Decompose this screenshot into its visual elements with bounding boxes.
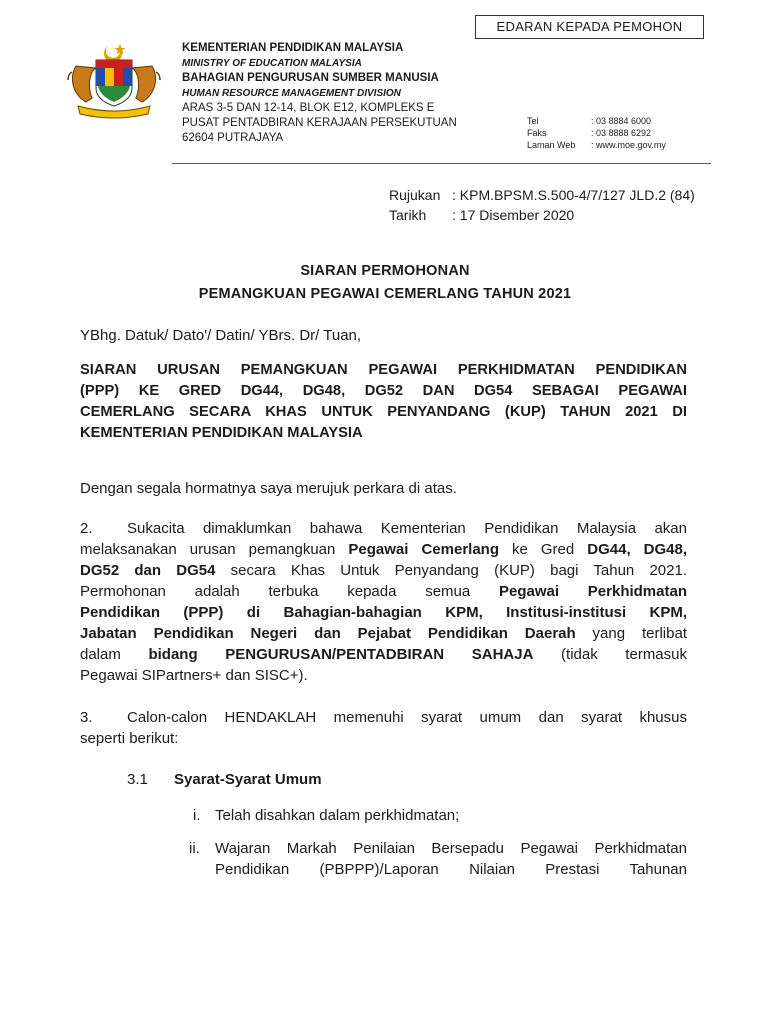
opening-sentence: Dengan segala hormatnya saya merujuk perkara di atas. <box>80 480 457 497</box>
rujukan-label: Rujukan <box>389 187 441 203</box>
document-title-line-2: PEMANGKUAN PEGAWAI CEMERLANG TAHUN 2021 <box>198 286 572 302</box>
para2-line-4 <box>80 581 687 602</box>
circular-label-box: EDARAN KEPADA PEMOHON <box>475 15 704 39</box>
date-row <box>389 205 695 225</box>
para2-bold: Pegawai Perkhidmatan <box>499 583 687 600</box>
para2-text: yang terlibat <box>575 625 687 642</box>
para2-bold: DG44, DG48, <box>587 541 687 558</box>
para2-line-3 <box>80 560 687 581</box>
para2-line-1: Sukacita dimaklumkan bahawa Kementerian Pendidikan Malaysia akan <box>127 520 687 537</box>
rujukan-value: : KPM.BPSM.S.500-4/7/127 JLD.2 (84) <box>452 187 695 203</box>
web-value: : www.moe.gov.my <box>591 140 666 150</box>
item-ii-line-2: Pendidikan (PBPPP)/Laporan Nilaian Prestasi Tahunan <box>215 861 687 878</box>
section-3-1-heading: Syarat-Syarat Umum <box>174 771 322 788</box>
para3-line-1: Calon-calon HENDAKLAH memenuhi syarat umum dan syarat khusus <box>127 709 687 726</box>
coat-of-arms-emblem <box>64 42 164 120</box>
tel-label: Tel <box>527 116 539 126</box>
paragraph-2 <box>80 518 687 686</box>
contact-tel-row <box>527 115 666 127</box>
document-title-line-1: SIARAN PERMOHONAN <box>300 263 470 279</box>
contact-fax-row <box>527 127 666 139</box>
fax-value: : 03 8888 6292 <box>591 128 652 138</box>
web-label: Laman Web <box>527 140 576 150</box>
subject-line-2: (PPP) KE GRED DG44, DG48, DG52 DAN DG54 SEBAGAI PEGAWAI <box>80 383 687 399</box>
reference-row <box>389 185 695 205</box>
item-ii-line-1: Wajaran Markah Penilaian Bersepadu Pegawai Perkhidmatan <box>215 840 687 857</box>
para2-bold: Pendidikan (PPP) di Bahagian-bahagian KPM, Institusi-institusi KPM, <box>80 604 687 621</box>
contact-block <box>527 115 666 151</box>
para2-number: 2. <box>80 520 93 537</box>
division-name-english: HUMAN RESOURCE MANAGEMENT DIVISION <box>182 88 401 99</box>
para2-text: Permohonan adalah terbuka kepada semua <box>80 583 499 600</box>
para2-bold: Pegawai Cemerlang <box>348 541 499 558</box>
salutation: YBhg. Datuk/ Dato'/ Datin/ YBrs. Dr/ Tuan, <box>80 327 362 344</box>
subject-heading <box>80 360 687 444</box>
address-line-1: ARAS 3-5 DAN 12-14, BLOK E12, KOMPLEKS E <box>182 102 435 114</box>
para2-line-6 <box>80 623 687 644</box>
para2-line-5 <box>80 602 687 623</box>
ministry-name-malay: KEMENTERIAN PENDIDIKAN MALAYSIA <box>182 42 404 54</box>
para2-bold: DG52 dan DG54 <box>80 562 216 579</box>
item-i-text: Telah disahkan dalam perkhidmatan; <box>215 807 460 824</box>
section-3-1-number: 3.1 <box>127 771 148 788</box>
subject-line-3: CEMERLANG SECARA KHAS UNTUK PENYANDANG (KUP) TAHUN 2021 DI <box>80 404 687 420</box>
para3-number: 3. <box>80 709 93 726</box>
para2-text: melaksanakan urusan pemangkuan <box>80 541 349 558</box>
paragraph-3 <box>80 707 687 749</box>
item-i-number: i. <box>193 807 201 824</box>
division-name-malay: BAHAGIAN PENGURUSAN SUMBER MANUSIA <box>182 72 439 84</box>
para2-text: secara Khas Untuk Penyandang (KUP) bagi Tahun 2021. <box>215 562 687 579</box>
para2-line-2 <box>80 539 687 560</box>
organisation-block <box>182 41 457 146</box>
para2-text: dalam <box>80 646 149 663</box>
para2-line-7 <box>80 644 687 665</box>
para2-text: (tidak termasuk <box>533 646 687 663</box>
para2-text: ke Gred <box>499 541 588 558</box>
address-line-2: PUSAT PENTADBIRAN KERAJAAN PERSEKUTUAN <box>182 117 457 129</box>
ministry-name-english: MINISTRY OF EDUCATION MALAYSIA <box>182 58 362 69</box>
contact-web-row <box>527 139 666 151</box>
fax-label: Faks <box>527 128 547 138</box>
reference-block <box>389 185 695 225</box>
item-ii-number: ii. <box>189 840 200 857</box>
tarikh-value: : 17 Disember 2020 <box>452 207 575 223</box>
para2-line-8: Pegawai SIPartners+ dan SISC+). <box>80 667 308 684</box>
tarikh-label: Tarikh <box>389 207 427 223</box>
para2-bold: bidang PENGURUSAN/PENTADBIRAN SAHAJA <box>148 646 534 663</box>
para2-bold: Jabatan Pendidikan Negeri dan Pejabat Pendidikan Daerah <box>80 625 576 642</box>
header-divider <box>172 163 711 164</box>
address-line-3: 62604 PUTRAJAYA <box>182 132 284 144</box>
subject-line-4: KEMENTERIAN PENDIDIKAN MALAYSIA <box>80 425 363 441</box>
para3-line-2: seperti berikut: <box>80 730 179 747</box>
item-ii-text <box>215 838 687 880</box>
subject-line-1: SIARAN URUSAN PEMANGKUAN PEGAWAI PERKHIDMATAN PENDIDIKAN <box>80 362 687 378</box>
tel-value: : 03 8884 6000 <box>591 116 652 126</box>
